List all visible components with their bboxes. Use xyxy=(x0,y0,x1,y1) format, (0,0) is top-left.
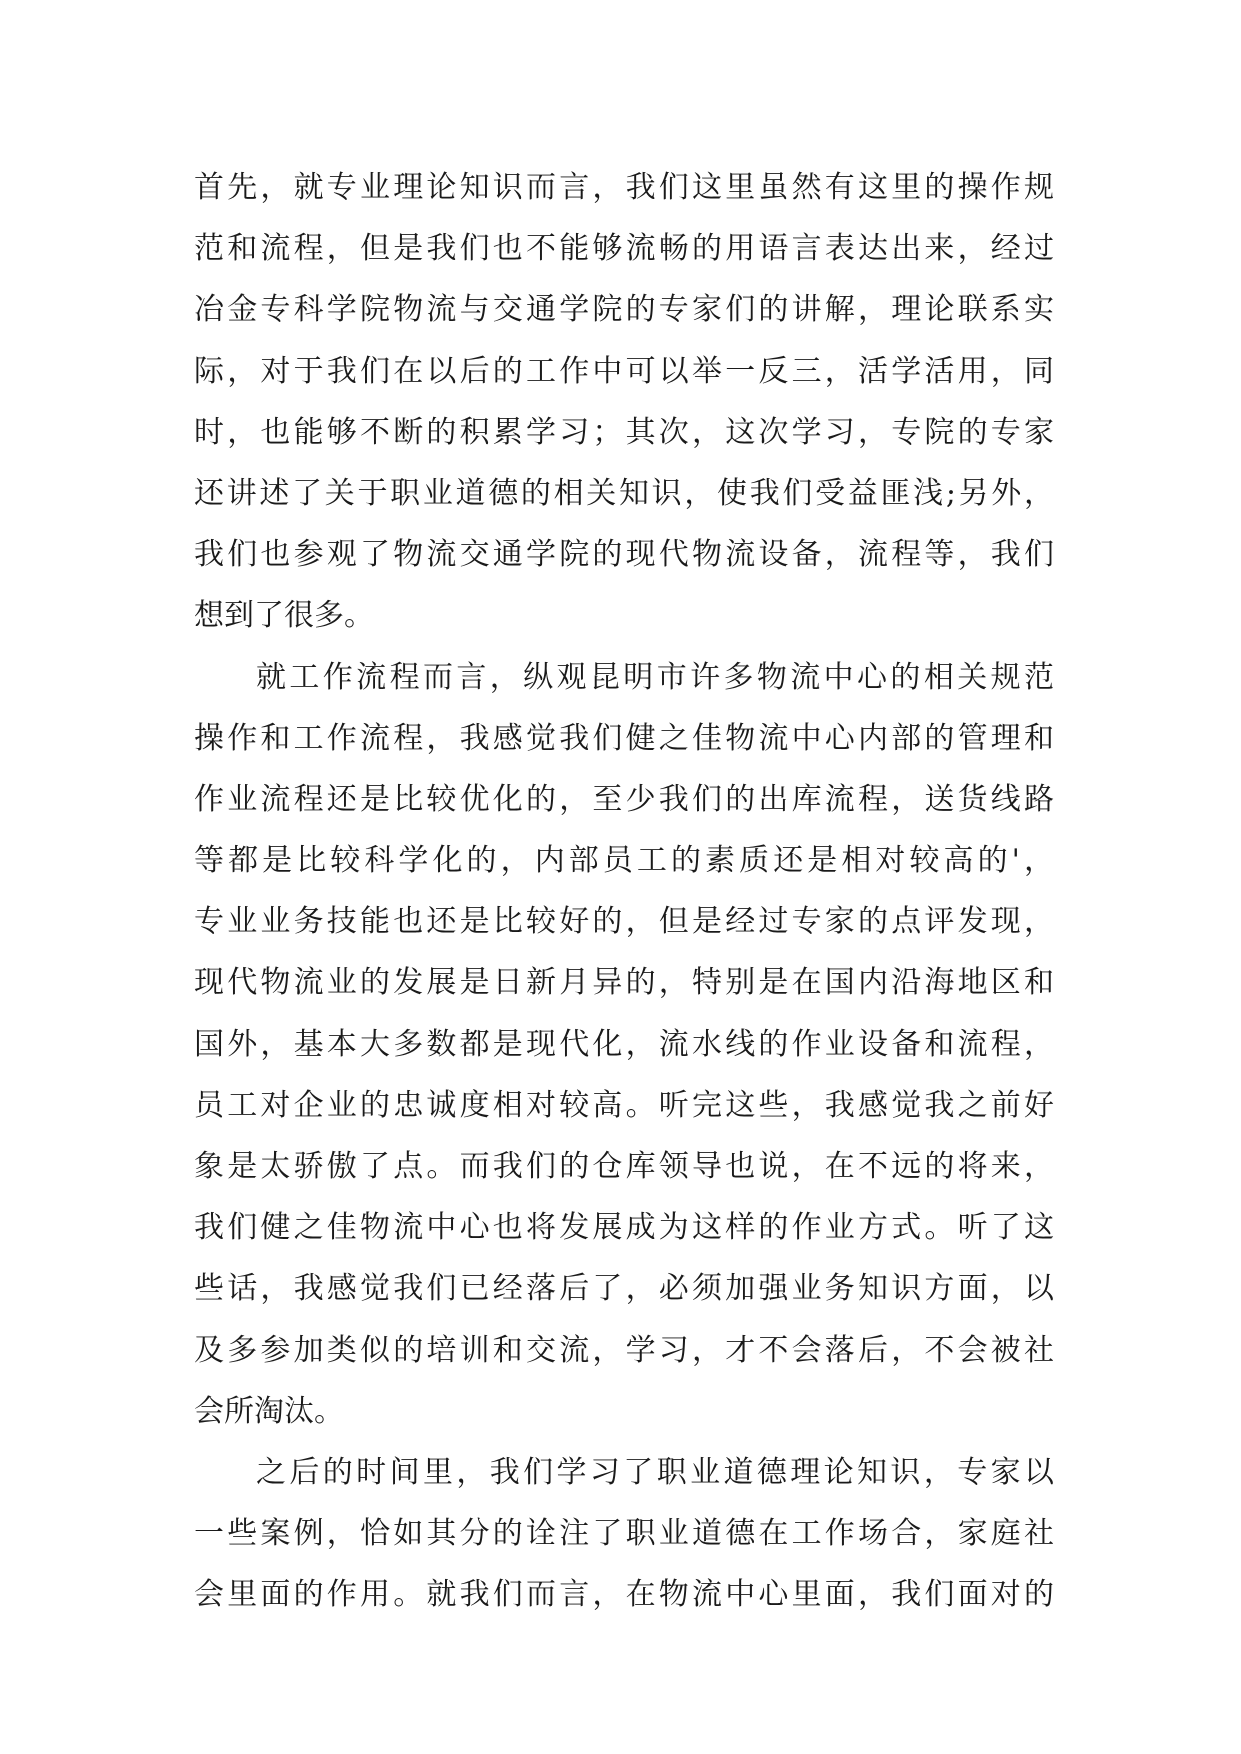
text-line: 我们健之佳物流中心也将发展成为这样的作业方式。听了这 xyxy=(194,1210,1054,1246)
text-line: 就工作流程而言，纵观昆明市许多物流中心的相关规范 xyxy=(256,659,1054,695)
text-line: 际，对于我们在以后的工作中可以举一反三，活学活用，同 xyxy=(194,353,1054,389)
text-line: 现代物流业的发展是日新月异的，特别是在国内沿海地区和 xyxy=(194,965,1054,1001)
text-line: 些话，我感觉我们已经落后了，必须加强业务知识方面，以 xyxy=(194,1271,1054,1307)
text-line: 还讲述了关于职业道德的相关知识，使我们受益匪浅;另外， xyxy=(194,475,1054,511)
text-line: 范和流程，但是我们也不能够流畅的用语言表达出来，经过 xyxy=(194,231,1054,267)
text-line: 时，也能够不断的积累学习；其次，这次学习，专院的专家 xyxy=(194,414,1054,450)
text-line: 首先，就专业理论知识而言，我们这里虽然有这里的操作规 xyxy=(194,170,1054,205)
text-line: 操作和工作流程，我感觉我们健之佳物流中心内部的管理和 xyxy=(194,720,1054,756)
text-line: 象是太骄傲了点。而我们的仓库领导也说，在不远的将来， xyxy=(194,1149,1054,1184)
text-line: 冶金专科学院物流与交通学院的专家们的讲解，理论联系实 xyxy=(194,292,1054,328)
text-line: 想到了很多。 xyxy=(194,598,374,634)
text-line: 作业流程还是比较优化的，至少我们的出库流程，送货线路 xyxy=(194,781,1054,817)
text-line: 一些案例，恰如其分的诠注了职业道德在工作场合，家庭社 xyxy=(194,1516,1054,1552)
text-line: 等都是比较科学化的，内部员工的素质还是相对较高的'， xyxy=(194,843,1054,879)
text-line: 专业业务技能也还是比较好的，但是经过专家的点评发现， xyxy=(194,904,1054,940)
text-line: 之后的时间里，我们学习了职业道德理论知识，专家以 xyxy=(256,1454,1054,1490)
text-line: 及多参加类似的培训和交流，学习，才不会落后，不会被社 xyxy=(194,1332,1054,1368)
text-line: 会里面的作用。就我们而言，在物流中心里面，我们面对的 xyxy=(194,1577,1054,1613)
text-line: 国外，基本大多数都是现代化，流水线的作业设备和流程， xyxy=(194,1026,1054,1062)
text-line: 我们也参观了物流交通学院的现代物流设备，流程等，我们 xyxy=(194,537,1054,573)
text-line: 员工对企业的忠诚度相对较高。听完这些，我感觉我之前好 xyxy=(194,1087,1054,1123)
text-line: 会所淘汰。 xyxy=(194,1393,344,1429)
body-text xyxy=(194,157,1054,1626)
